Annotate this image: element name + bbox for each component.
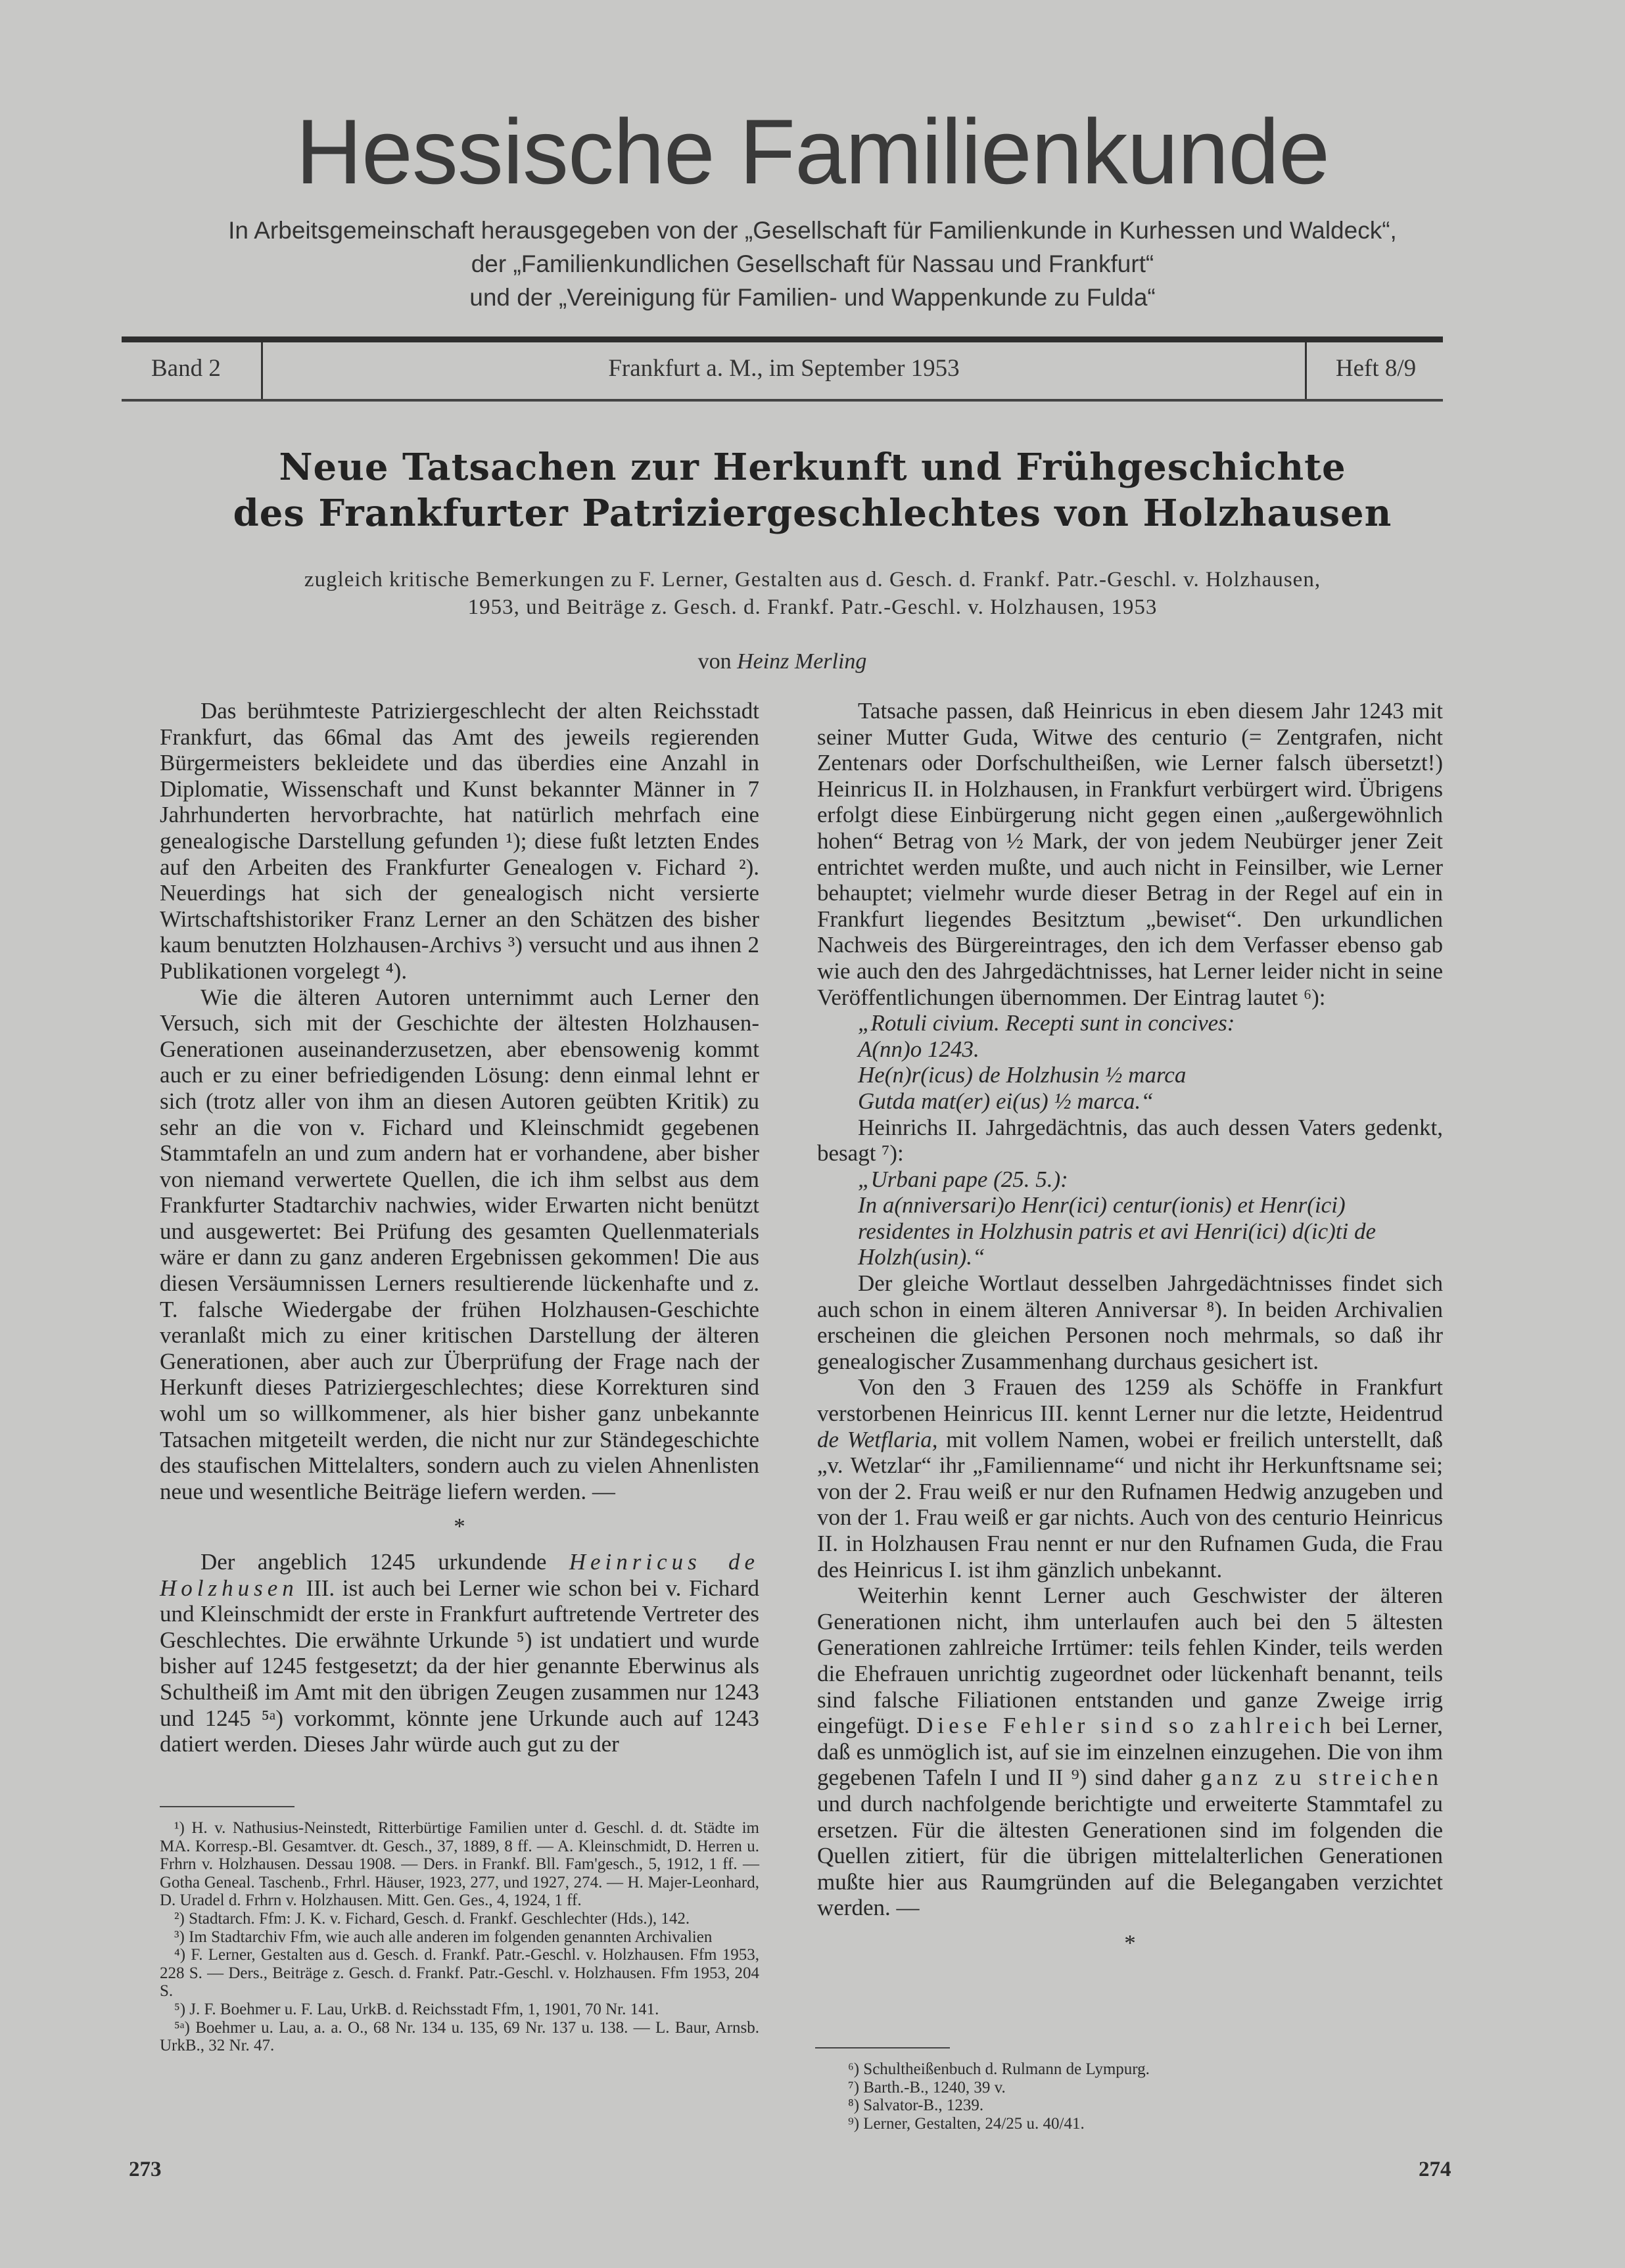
footnote: ⁴) F. Lerner, Gestalten aus d. Gesch. d. Frankf. Patr.-Geschl. v. Holzhausen. Ffm 1953, 228 S. — Ders., Beiträge z. Gesch. d. Frankf. Patr.-Geschl. v. Holzhausen. Ffm 1953, 204 S. (160, 1946, 759, 2001)
article-title-line: des Frankfurter Patriziergeschlechtes von Holzhausen (233, 492, 1392, 535)
publisher-line: der „Familienkundlichen Gesellschaft für Nassau und Frankfurt“ (471, 250, 1154, 277)
paragraph (817, 1374, 1443, 1583)
quotation (858, 1167, 1443, 1270)
footnote: ²) Stadtarch. Ffm: J. K. v. Fichard, Gesch. d. Frankf. Geschlechter (Hds.), 142. (174, 1909, 690, 1928)
spaced-text: Diese Fehler sind so zahlreich (916, 1713, 1336, 1739)
footnote-rule (815, 2047, 950, 2048)
text: mit vollem Namen, wobei er freilich unterstellt, daß „v. Wetzlar“ ihr „Familienname“ und nicht ihr Herkunftsname sei; von der 2. Frau weiß er nur den Rufnamen Hedwig anzugeben und von der 1. Frau weiß er gar nichts. Auch von des centurio Heinricus II. in Holzhausen Frau nennt er nur den Rufnamen Guda, die Frau des Heinricus I. ist ihm gänzlich unbekannt. (817, 1426, 1444, 1583)
footnote-rule (160, 1806, 294, 1807)
footnote: ⁷) Barth.-B., 1240, 39 v. (848, 2078, 1006, 2096)
footnote: ³) Im Stadtarchiv Ffm, wie auch alle anderen im folgenden genannten Archivalien (174, 1928, 713, 1946)
byline (0, 649, 1565, 674)
paragraph: Tatsache passen, daß Heinricus in eben diesem Jahr 1243 mit seiner Mutter Guda, Witwe des centurio (= Zentgrafen, nicht Zentenars oder Dorfschultheißen, wie Lerner falsch übersetzt!) Heinricus II. in Holzhausen, in Frankfurt verbürgert wird. Übrigens erfolgt diese Einbürgerung nicht gegen einen „außergewöhnlich hohen“ Betrag von ½ Mark, der von jedem Neubürger jener Zeit entrichtet werden mußte, und auch nicht in Feinsilber, wie Lerner behauptet; vielmehr wurde dieser Betrag in der Regel auf ein in Frankfurt liegendes Besitztum „bewiset“. Den urkundlichen Nachweis des Bürgereintrages, den ich dem Verfasser ebenso gab wie auch den des Jahrgedächtnisses, hat Lerner leider nicht in seine Veröffentlichungen übernommen. Der Eintrag lautet ⁶): (817, 698, 1443, 1010)
page-number-right: 274 (1419, 2158, 1451, 2181)
right-column (817, 698, 1443, 1966)
footnote: ¹) H. v. Nathusius-Neinstedt, Ritterbürtige Familien unter d. Geschl. d. dt. Städte im MA. Korresp.-Bl. Gesamtver. dt. Gesch., 37, 1889, 8 ff. — A. Kleinschmidt, D. Herren u. Frhrn v. Holzhausen. Dessau 1908. — Ders. in Frankf. Bll. Fam'gesch., 5, 1912, 1 ff. — Gotha Geneal. Taschenb., Frhrl. Häuser, 1923, 277, und 1927, 274. — H. Majer-Leonhard, D. Uradel d. Frhrn v. Holzhausen. Mitt. Gen. Ges., 4, 1924, 1 ff. (160, 1819, 759, 1910)
publisher-line: In Arbeitsgemeinschaft herausgegeben von der „Gesellschaft für Familienkunde in Kurhessen und Waldeck“, (228, 217, 1397, 244)
journal-title: Hessische Familienkunde (295, 100, 1330, 203)
section-separator: * (1124, 1930, 1136, 1956)
quote-line: A(nn)o 1243. (858, 1036, 979, 1062)
page-number-left: 273 (129, 2158, 162, 2181)
footnote: ⁶) Schultheißenbuch d. Rulmann de Lympurg. (848, 2060, 1150, 2078)
quote-line: He(n)r(icus) de Holzhusin ½ marca (858, 1062, 1187, 1088)
publisher-line: und der „Vereinigung für Familien- und Wappenkunde zu Fulda“ (469, 284, 1156, 311)
issue-label: Heft 8/9 (1305, 342, 1445, 399)
quote-line: In a(nniversari)o Henr(ici) centur(ionis) et Henr(ici) residentes in Holzhusin patris et avi Henri(ici) d(ic)ti de Holzh(usin).“ (858, 1192, 1377, 1270)
article-subtitle-line: zugleich kritische Bemerkungen zu F. Lerner, Gestalten aus d. Gesch. d. Frankf. Patr.-Geschl. v. Holzhausen, (304, 568, 1321, 591)
left-column (160, 698, 759, 1757)
text: bei Lerner, daß es unmöglich ist, auf sie im einzelnen einzugehen. Die von ihm gegebenen Tafeln I und II ⁹) sind daher (817, 1713, 1443, 1791)
paragraph (160, 1549, 759, 1757)
paragraph (817, 1583, 1443, 1921)
text: Der angeblich 1245 urkundende (200, 1549, 547, 1575)
volume-label: Band 2 (122, 342, 263, 399)
text: Von den 3 Frauen des 1259 als Schöffe in Frankfurt verstorbenen Heinricus III. kennt Lerner nur die letzte, Heidentrud (817, 1374, 1443, 1427)
paragraph: Der gleiche Wortlaut desselben Jahrgedächtnisses findet sich auch schon in einem älteren Anniversar ⁸). In beiden Archivalien erscheinen die gleichen Personen noch mehrmals, so daß ihr genealogischer Zusammenhang durchaus gesichert ist. (817, 1270, 1443, 1374)
issue-band (122, 336, 1443, 402)
paragraph: Das berühmteste Patriziergeschlecht der alten Reichsstadt Frankfurt, das 66mal das Amt des jeweils regierenden Bürgermeisters bekleidete und das überdies eine Anzahl in Diplomatie, Wissenschaft und Kunst bekannter Männer in 7 Jahrhunderten hervorbrachte, hat natürlich mehrfach eine genealogische Darstellung gefunden ¹); diese fußt letzten Endes auf den Arbeiten des Frankfurter Genealogen v. Fichard ²). Neuerdings hat sich der genealogisch nicht versierte Wirtschaftshistoriker Franz Lerner an den Schätzen des bisher kaum benutzten Holzhausen-Archivs ³) versucht und aus ihnen 2 Publikationen vorgelegt ⁴). (160, 698, 759, 984)
quote-line: Gutda mat(er) ei(us) ½ marca.“ (858, 1088, 1154, 1114)
quotation (858, 1010, 1443, 1114)
paragraph: Heinrichs II. Jahrgedächtnis, das auch dessen Vaters gedenkt, besagt ⁷): (817, 1114, 1443, 1167)
text: Weiterhin kennt Lerner auch Geschwister der älteren Generationen nicht, ihm unterlaufen auch bei den 5 ältesten Generationen zahlreiche Irrtümer: teils fehlen Kinder, teils werden die Ehefrauen unrichtig zugeordnet oder lückenhaft benannt, teils sind falsche Filiationen entstanden und ganze Zweige irrig eingefügt. (817, 1583, 1443, 1739)
footnote: ⁹) Lerner, Gestalten, 24/25 u. 40/41. (848, 2114, 1085, 2133)
section-separator: * (454, 1514, 465, 1540)
footnote: ⁵ᵃ) Boehmer u. Lau, a. a. O., 68 Nr. 134 u. 135, 69 Nr. 137 u. 138. — L. Baur, Arnsb. UrkB., 32 Nr. 47. (160, 2018, 759, 2055)
text: III. ist auch bei Lerner wie schon bei v. Fichard und Kleinschmidt der erste in Frankfurt auftretende Vertreter des Geschlechtes. Die erwähnte Urkunde ⁵) ist undatiert und wurde bisher auf 1245 festgesetzt; da der hier genannte Eberwinus als Schultheiß im Amt mit den übrigen Zeugen zusammen nur 1243 und 1245 ⁵ᵃ) vorkommt, könnte jene Urkunde auch auf 1243 datiert werden. Dieses Jahr würde auch gut zu der (160, 1575, 759, 1757)
article-title-line: Neue Tatsachen zur Herkunft und Frühgeschichte (279, 446, 1346, 489)
footnote: ⁸) Salvator-B., 1239. (848, 2096, 984, 2115)
author-name: Heinz Merling (737, 649, 867, 674)
italic-name: de Wetflaria, (817, 1426, 938, 1452)
text: und durch nachfolgende berichtigte und erweiterte Stammtafel zu ersetzen. Für die ältesten Generationen sind im folgenden die Quellen zitiert, für die übrigen mittelalterlichen Generationen mußte hier aus Raumgründen auf die Belegangaben verzichtet werden. — (817, 1790, 1443, 1921)
footnotes-right (848, 2060, 1440, 2133)
quote-line: „Urbani pape (25. 5.): (858, 1166, 1068, 1192)
footnote: ⁵) J. F. Boehmer u. F. Lau, UrkB. d. Reichsstadt Ffm, 1, 1901, 70 Nr. 141. (174, 2000, 659, 2018)
quote-line: „Rotuli civium. Recepti sunt in concives: (858, 1010, 1235, 1036)
spaced-text: ganz zu streichen (1200, 1765, 1443, 1791)
article-subtitle-line: 1953, und Beiträge z. Gesch. d. Frankf. Patr.-Geschl. v. Holzhausen, 1953 (467, 595, 1158, 619)
footnotes-left (160, 1819, 759, 2055)
byline-prefix: von (697, 649, 732, 674)
paragraph: Wie die älteren Autoren unternimmt auch Lerner den Versuch, sich mit der Geschichte der ältesten Holzhausen-Generationen auseinanderzusetzen, aber ebensowenig kommt auch er zu einer befriedigenden Lösung: denn einmal lehnt er sich (trotz aller von ihm an diesen Autoren geübten Kritik) zu sehr an die von v. Fichard und Kleinschmidt gegebenen Stammtafeln an und zum andern hat er vorhandene, aber bisher von niemand verwertete Quellen, die ich ihm selbst aus dem Frankfurter Stadtarchiv nachwies, wider Erwarten nicht benützt und ausgewertet: Bei Prüfung des gesamten Quellenmaterials wäre er dann zu ganz anderen Ergebnissen gekommen! Die aus diesen Versäumnissen Lerners resultierende lückenhafte und z. T. falsche Wiedergabe der frühen Holzhausen-Geschichte veranlaßt mich zu einer kritischen Darstellung der älteren Generationen, aber auch zur Überprüfung der Frage nach der Herkunft dieses Patriziergeschlechtes; diese Korrekturen sind wohl um so willkommener, als hier bisher ganz unbekannte Tatsachen mitgeteilt werden, die nicht nur zur Ständegeschichte des staufischen Mittelalters, sondern auch zu vielen Ahnenlisten neue und wesentliche Beiträge liefern werden. — (160, 984, 759, 1504)
spaced-name: Heinricus de Holzhusen (160, 1549, 759, 1601)
place-date: Frankfurt a. M., im September 1953 (608, 355, 960, 382)
